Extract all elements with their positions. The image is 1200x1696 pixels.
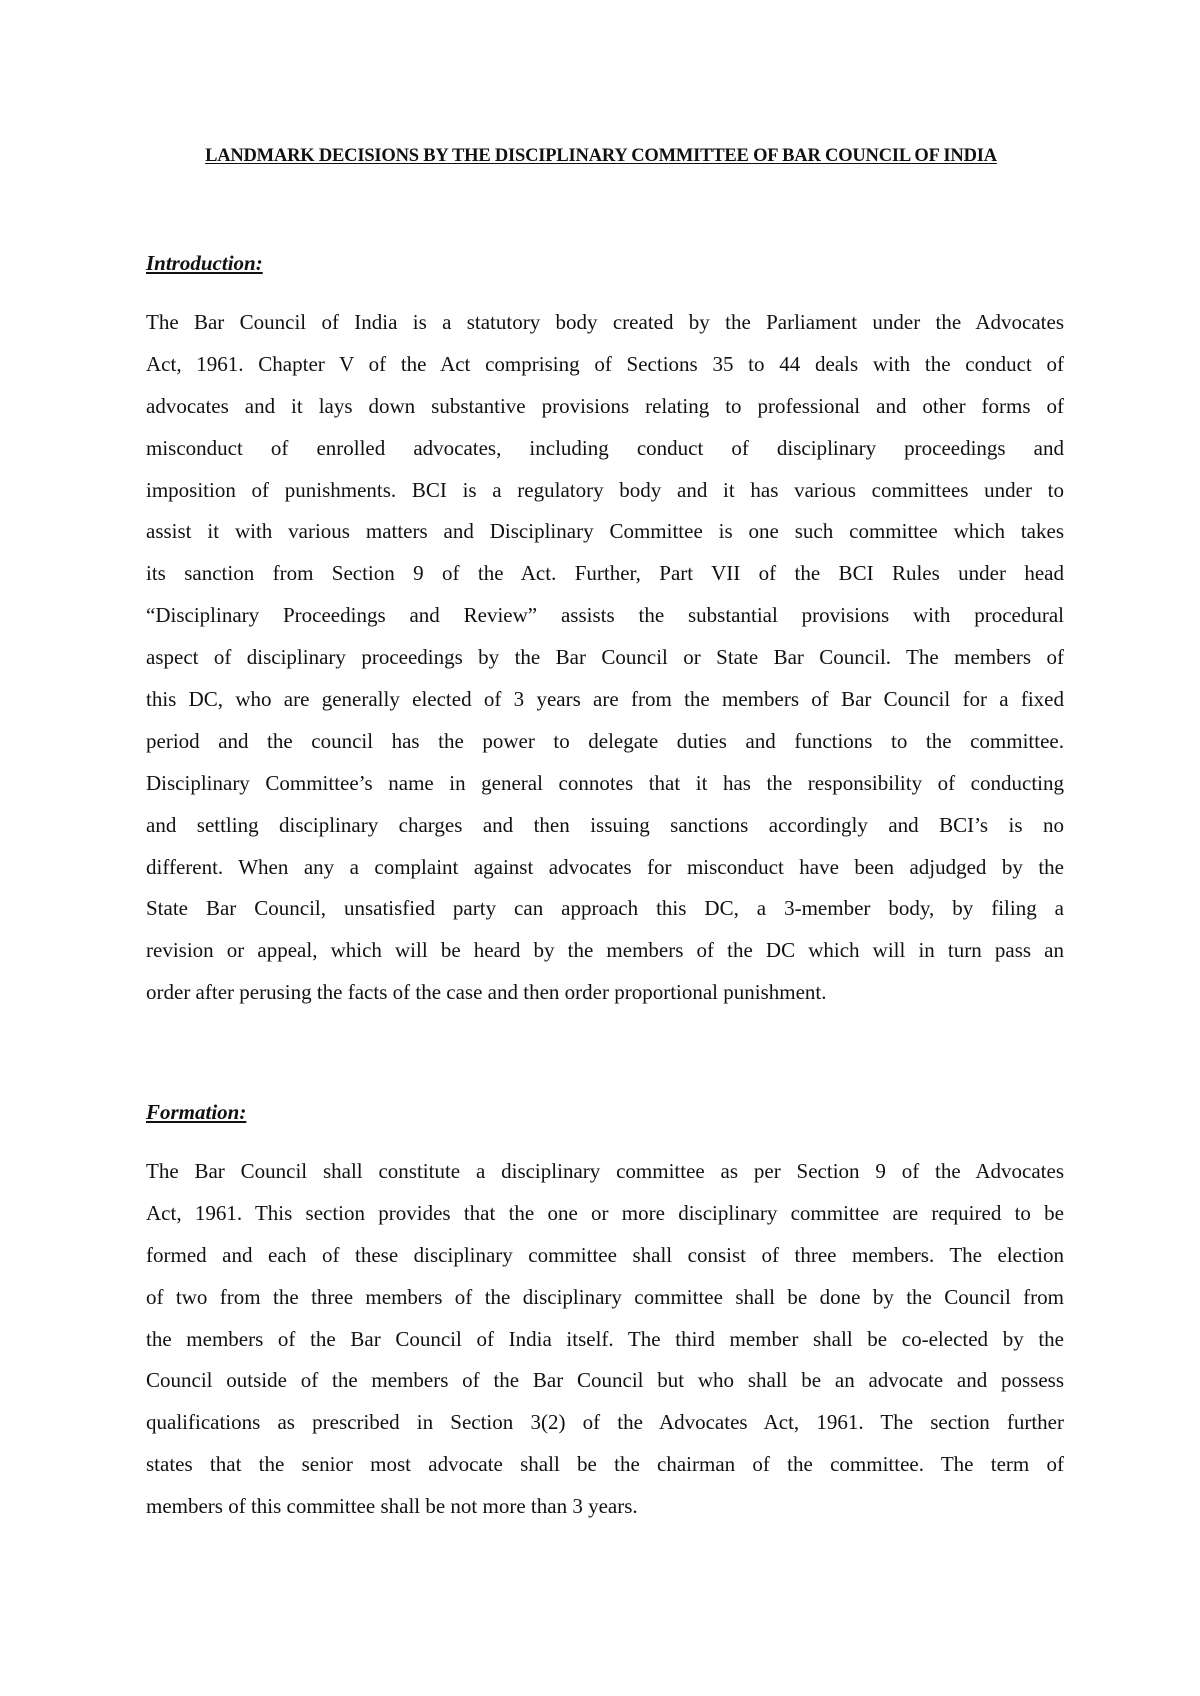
paragraph-line: this DC, who are generally elected of 3 years are from the members of Bar Council for a fixed [146,687,1064,712]
paragraph-line: revision or appeal, which will be heard by the members of the DC which will in turn pass an [146,938,1064,963]
paragraph-line: advocates and it lays down substantive provisions relating to professional and other forms of [146,393,1064,418]
paragraph-line: aspect of disciplinary proceedings by the Bar Council or State Bar Council. The members of [146,645,1064,670]
paragraph-line: order after perusing the facts of the case and then order proportional punishment. [146,980,827,1005]
paragraph-line: period and the council has the power to delegate duties and functions to the committee. [146,728,1064,753]
paragraph-line: The Bar Council shall constitute a disciplinary committee as per Section 9 of the Advocates [146,1159,1064,1183]
paragraph-line: formed and each of these disciplinary committee shall consist of three members. The election [146,1242,1064,1267]
section-heading-introduction: Introduction: [146,251,263,275]
paragraph-line: members of this committee shall be not more than 3 years. [146,1494,638,1519]
formation-paragraph [146,1151,1064,1528]
paragraph-line: qualifications as prescribed in Section 3(2) of the Advocates Act, 1961. The section further [146,1410,1064,1435]
paragraph-line: imposition of punishments. BCI is a regulatory body and it has various committees under to [146,477,1064,502]
paragraph-line: Act, 1961. Chapter V of the Act comprising of Sections 35 to 44 deals with the conduct of [146,351,1064,376]
paragraph-line: of two from the three members of the disciplinary committee shall be done by the Council from [146,1284,1064,1309]
paragraph-line: different. When any a complaint against advocates for misconduct have been adjudged by the [146,854,1064,879]
paragraph-line: states that the senior most advocate shall be the chairman of the committee. The term of [146,1452,1064,1477]
section-heading-formation: Formation: [146,1100,247,1124]
document-title: LANDMARK DECISIONS BY THE DISCIPLINARY COMMITTEE OF BAR COUNCIL OF INDIA [205,146,997,166]
paragraph-line: “Disciplinary Proceedings and Review” assists the substantial provisions with procedural [146,603,1064,628]
paragraph-line: and settling disciplinary charges and then issuing sanctions accordingly and BCI’s is no [146,812,1064,837]
paragraph-line: Council outside of the members of the Bar Council but who shall be an advocate and possess [146,1368,1064,1393]
paragraph-line: its sanction from Section 9 of the Act. Further, Part VII of the BCI Rules under head [146,561,1064,586]
paragraph-line: the members of the Bar Council of India itself. The third member shall be co-elected by the [146,1326,1064,1351]
paragraph-line: Disciplinary Committee’s name in general connotes that it has the responsibility of conducting [146,770,1064,795]
paragraph-line: misconduct of enrolled advocates, including conduct of disciplinary proceedings and [146,435,1064,460]
paragraph-line: The Bar Council of India is a statutory body created by the Parliament under the Advocates [146,310,1064,334]
paragraph-line: Act, 1961. This section provides that the one or more disciplinary committee are required to be [146,1200,1064,1225]
paragraph-line: assist it with various matters and Disciplinary Committee is one such committee which takes [146,519,1064,544]
introduction-paragraph [146,302,1064,1014]
paragraph-line: State Bar Council, unsatisfied party can approach this DC, a 3-member body, by filing a [146,896,1064,921]
